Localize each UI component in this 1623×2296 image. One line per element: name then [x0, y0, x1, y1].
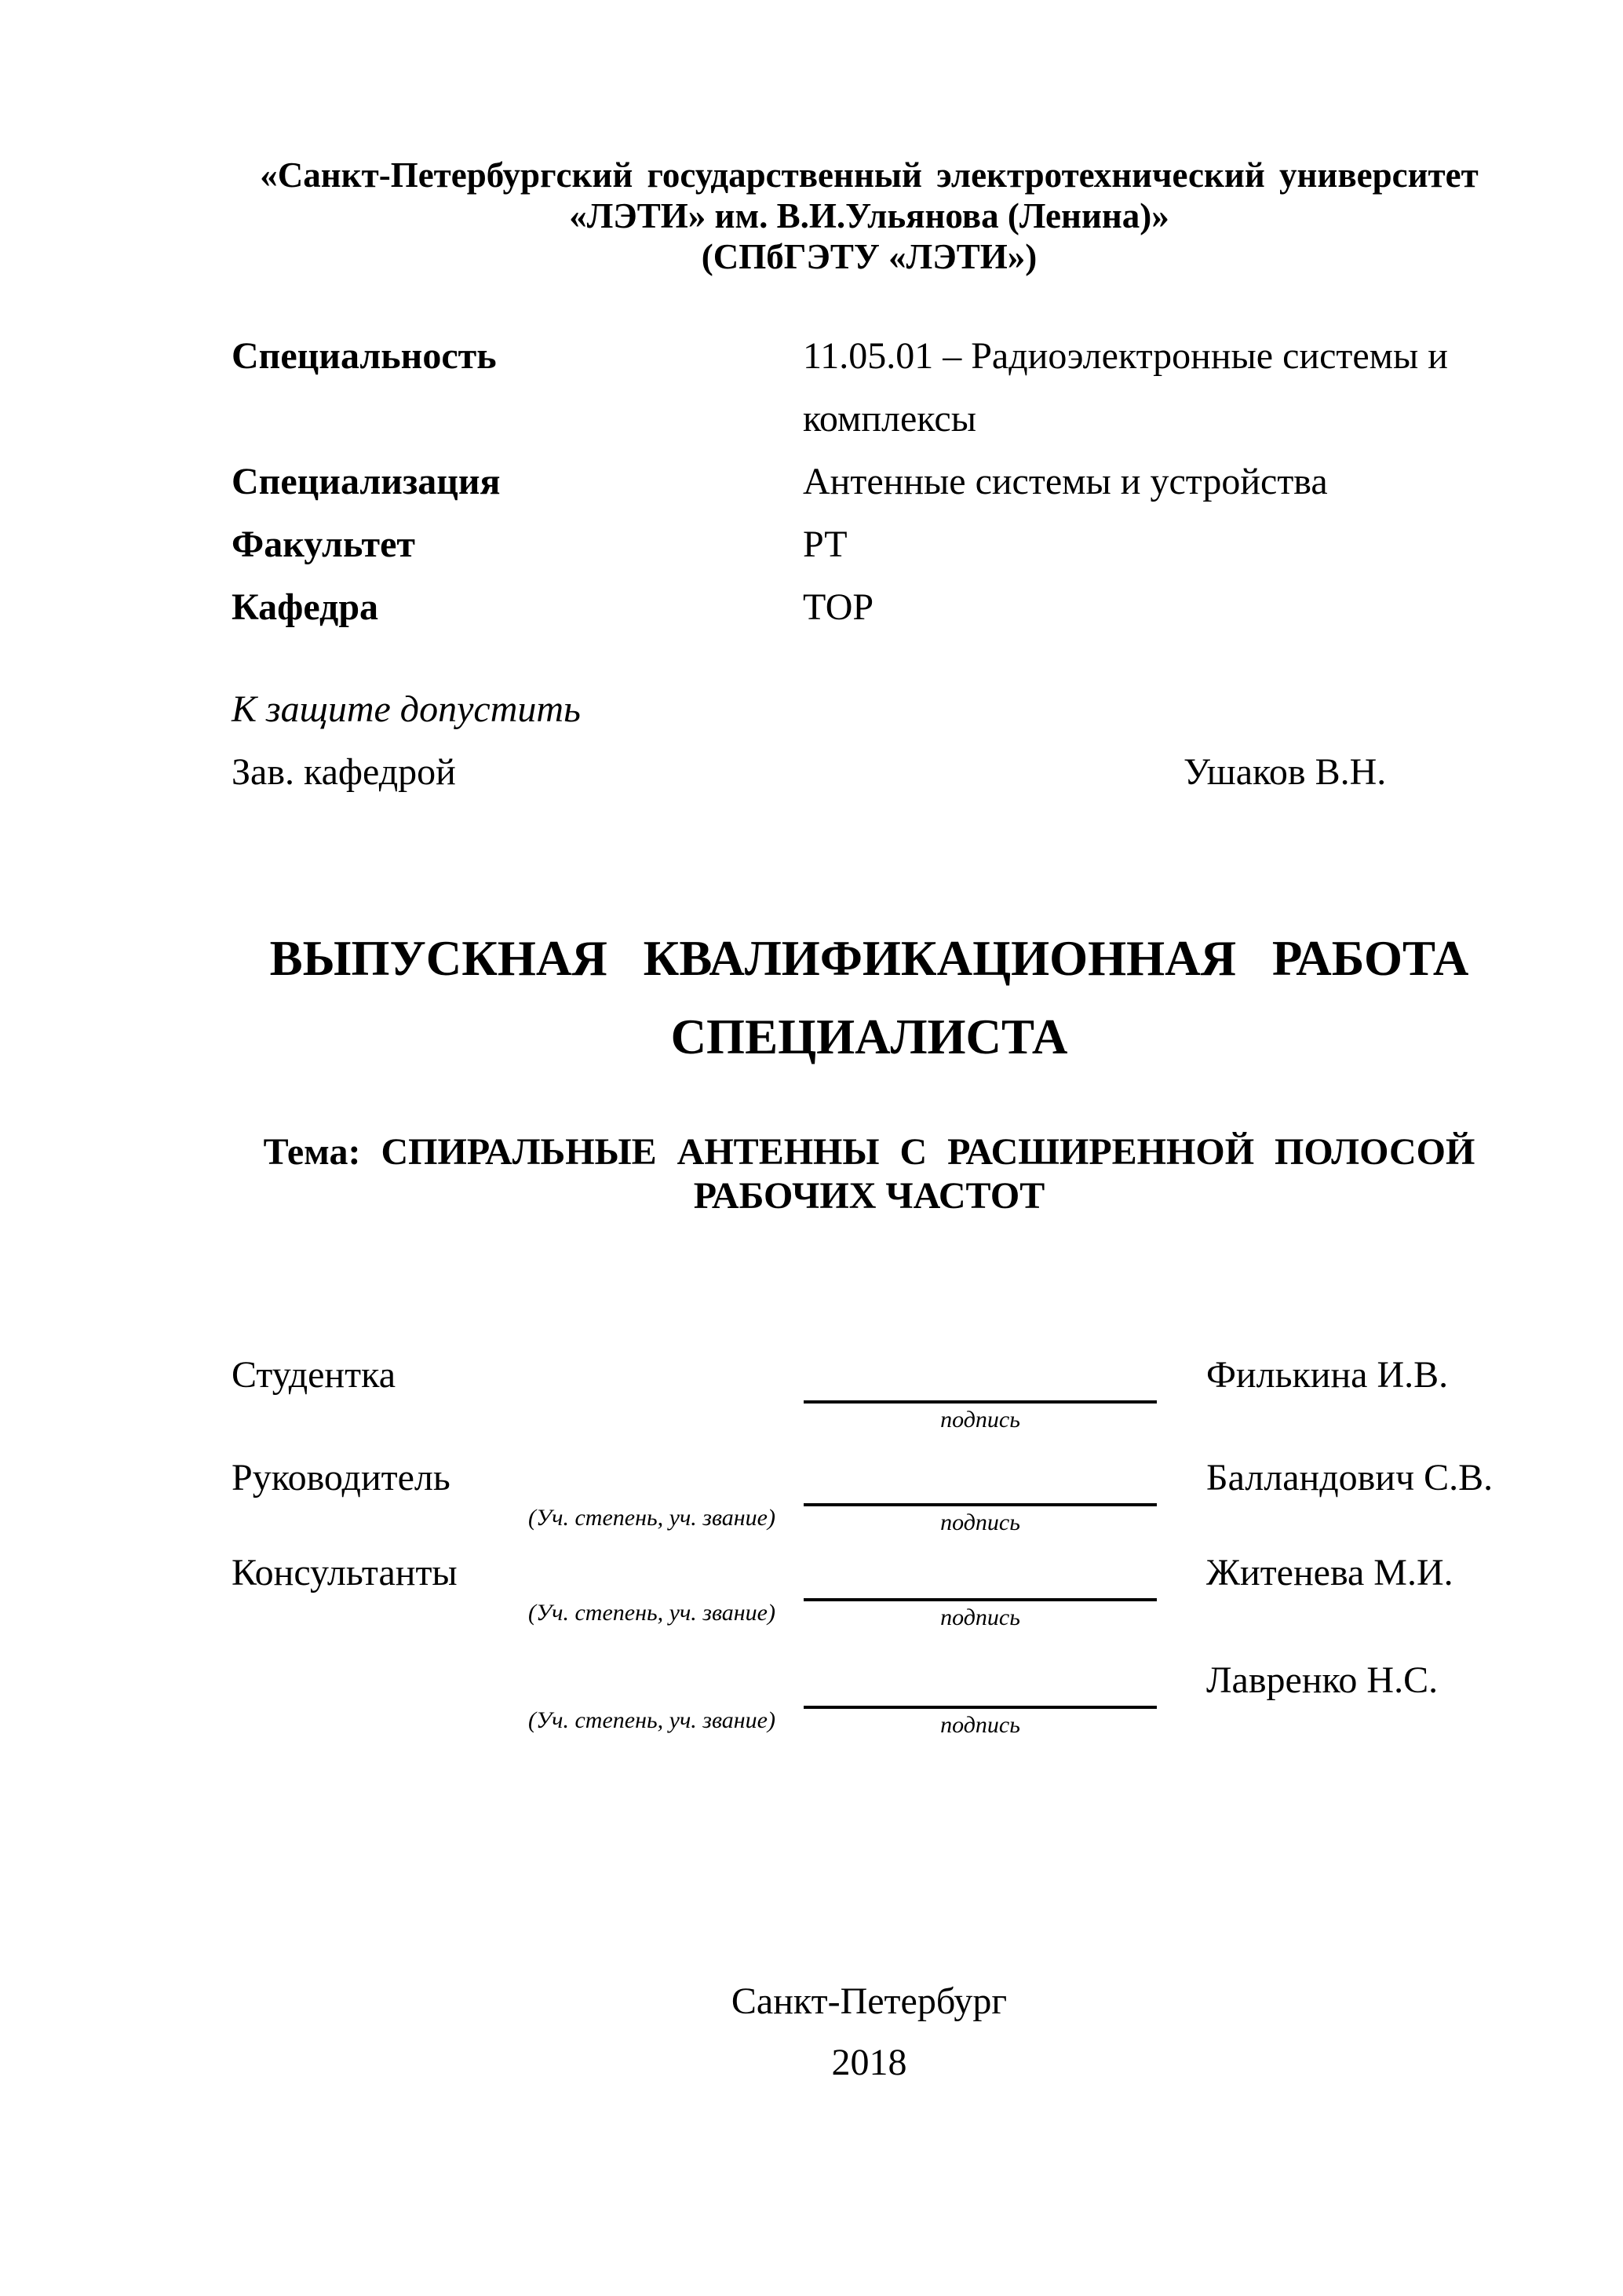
signature-row-consultant-1 [232, 1554, 1507, 1647]
signature-name: Филькина И.В. [1206, 1354, 1449, 1396]
degree-note: (Уч. степень, уч. звание) [528, 1707, 775, 1733]
department-head-name: Ушаков В.Н. [1184, 751, 1387, 793]
detail-row-department [232, 576, 1507, 639]
detail-label: Специальность [232, 335, 497, 377]
work-title-line1: ВЫПУСКНАЯ КВАЛИФИКАЦИОННАЯ РАБОТА [269, 931, 1469, 986]
work-title-line2: СПЕЦИАЛИСТА [670, 1009, 1068, 1064]
defense-permit-line: К защите допустить [232, 688, 581, 730]
topic-block [232, 1130, 1507, 1218]
detail-value: 11.05.01 – Радиоэлектронные системы и комплексы [803, 335, 1448, 440]
detail-value: ТОР [803, 586, 874, 628]
department-head-label: Зав. кафедрой [232, 751, 456, 793]
university-name-line2: «ЛЭТИ» им. В.И.Ульянова (Ленина)» [569, 196, 1169, 235]
detail-value: РТ [803, 524, 848, 565]
department-head-row [232, 741, 1507, 804]
work-title [232, 919, 1507, 1076]
signature-name: Балландович С.В. [1206, 1457, 1494, 1498]
signature-line [804, 1706, 1157, 1709]
signature-name: Лавренко Н.С. [1206, 1659, 1439, 1701]
university-name-line1: «Санкт-Петербургский государственный электротехнический университет [260, 155, 1479, 195]
approval-block [232, 678, 1507, 804]
signature-role: Руководитель [232, 1457, 450, 1498]
detail-label: Кафедра [232, 586, 379, 628]
signature-note: подпись [940, 1407, 1020, 1433]
footer-block [232, 1971, 1507, 2093]
signature-row-consultant-2 [232, 1659, 1507, 1754]
university-header [232, 155, 1507, 277]
signature-note: подпись [940, 1604, 1020, 1630]
signature-note: подпись [940, 1509, 1020, 1535]
footer-year: 2018 [831, 2042, 907, 2083]
signature-role: Студентка [232, 1354, 396, 1396]
signature-line [804, 1598, 1157, 1601]
university-abbreviation: (СПбГЭТУ «ЛЭТИ») [701, 237, 1038, 276]
signature-line [804, 1503, 1157, 1506]
signature-role: Консультанты [232, 1552, 458, 1593]
topic-line1: Тема: СПИРАЛЬНЫЕ АНТЕННЫ С РАСШИРЕННОЙ ПОЛОСОЙ [263, 1131, 1475, 1173]
detail-value: Антенные системы и устройства [803, 461, 1328, 502]
detail-row-faculty [232, 513, 1507, 576]
degree-note: (Уч. степень, уч. звание) [528, 1600, 775, 1626]
signature-row-student [232, 1356, 1507, 1449]
detail-row-specialization [232, 451, 1507, 513]
signature-name: Житенева М.И. [1206, 1552, 1453, 1593]
signature-line [804, 1400, 1157, 1404]
signature-note: подпись [940, 1712, 1020, 1738]
degree-note: (Уч. степень, уч. звание) [528, 1505, 775, 1531]
program-details [232, 325, 1507, 639]
detail-row-specialty [232, 325, 1507, 451]
detail-label: Специализация [232, 461, 501, 502]
footer-city: Санкт-Петербург [731, 1980, 1008, 2022]
topic-line2: РАБОЧИХ ЧАСТОТ [693, 1175, 1045, 1217]
signature-row-supervisor [232, 1459, 1507, 1552]
detail-label: Факультет [232, 524, 415, 565]
